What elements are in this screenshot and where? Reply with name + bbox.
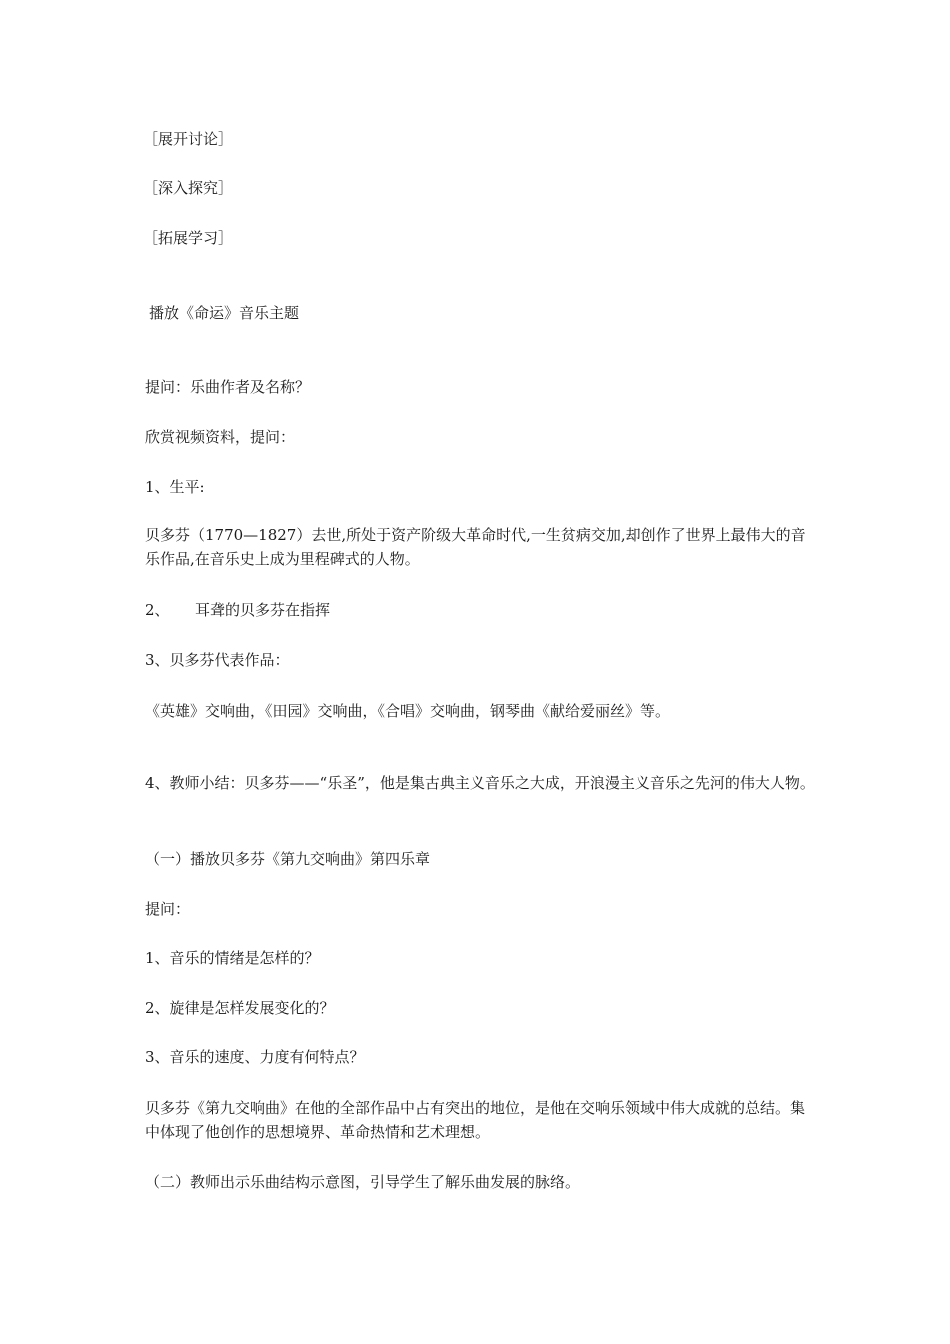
question-3: 3、音乐的速度、力度有何特点？	[145, 1048, 365, 1066]
item-biography-heading: 1、生平:	[145, 478, 205, 496]
ninth-symphony-paragraph: 贝多芬《第九交响曲》在他的全部作品中占有突出的地位，是他在交响乐领域中伟大成就的总结。集中体现了他创作的思想境界、革命热情和艺术理想。	[145, 1099, 806, 1141]
question-1: 1、音乐的情绪是怎样的？	[145, 949, 320, 967]
item2-text: 耳聋的贝多芬在指挥	[195, 601, 331, 619]
play-fate-line: 播放《命运》音乐主题	[149, 304, 300, 322]
part-two-line: （二）教师出示乐曲结构示意图，引导学生了解乐曲发展的脉络。	[145, 1173, 581, 1191]
ask-line: 提问：	[145, 900, 191, 918]
section-extend: ［拓展学习］	[143, 229, 234, 247]
video-line: 欣赏视频资料，提问：	[145, 428, 296, 446]
question-2: 2、旋律是怎样发展变化的？	[145, 999, 335, 1017]
teacher-summary: 4、教师小结：贝多芬——“乐圣”，他是集古典主义音乐之大成，开浪漫主义音乐之先河的伟大人物。	[145, 774, 815, 792]
item-works-heading: 3、贝多芬代表作品：	[145, 651, 290, 669]
biography-paragraph: 贝多芬（1770—1827）去世,所处于资产阶级大革命时代,一生贫病交加,却创作了世界上最伟大的音乐作品,在音乐史上成为里程碑式的人物。	[145, 526, 806, 568]
question-composer: 提问：乐曲作者及名称？	[145, 378, 311, 396]
section-explore: ［深入探究］	[143, 179, 234, 197]
item2-number: 2、	[145, 601, 170, 619]
works-line: 《英雄》交响曲，《田园》交响曲，《合唱》交响曲，钢琴曲《献给爱丽丝》等。	[145, 702, 671, 720]
part-one-line: （一）播放贝多芬《第九交响曲》第四乐章	[145, 850, 431, 868]
section-discussion: ［展开讨论］	[143, 130, 234, 148]
